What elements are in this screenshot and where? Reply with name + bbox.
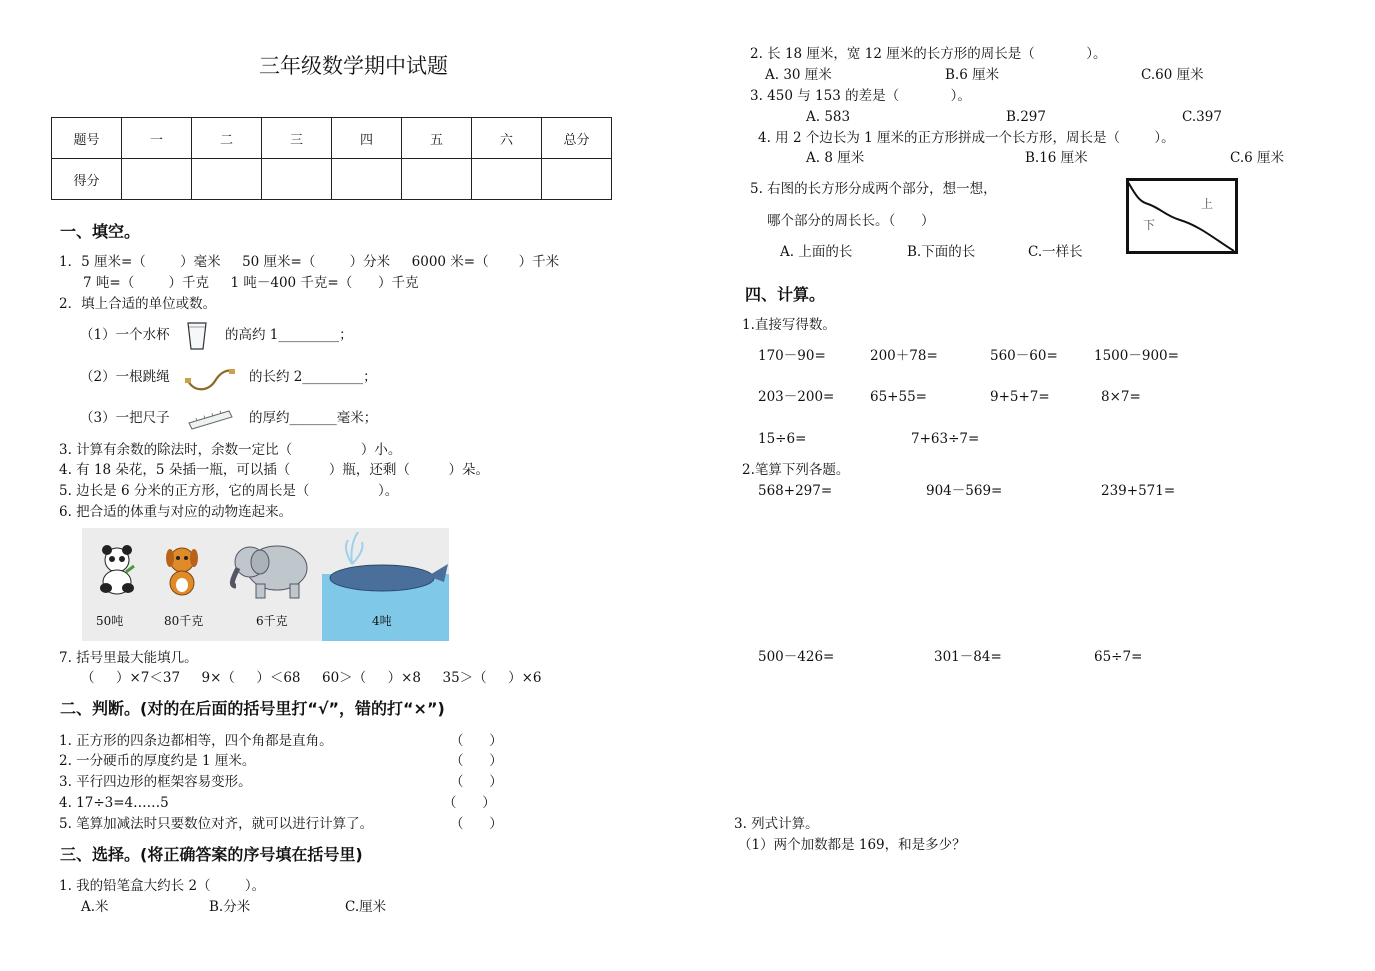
score-cell[interactable]	[332, 159, 402, 200]
choice-option: C.厘米	[345, 899, 387, 915]
choice-q3: 3. 450 与 153 的差是（ ）。	[750, 88, 971, 104]
calc-sub1: 1.直接写得数。	[742, 317, 836, 333]
s1-q4: 4. 有 18 朵花，5 朵插一瓶，可以插（ ）瓶，还剩（ ）朵。	[59, 462, 490, 478]
calc-sub3-q1: （1）两个加数都是 169，和是多少？	[738, 837, 966, 853]
judge-item: 2. 一分硬币的厚度约是 1 厘米。	[59, 753, 256, 769]
s1-q1-line2: 7 吨=（ ）千克 1 吨－400 千克=（ ）千克	[83, 275, 419, 291]
score-header-cell: 题号	[52, 118, 122, 159]
choice-option: C.60 厘米	[1141, 67, 1204, 83]
animal-label: 6千克	[256, 614, 288, 628]
dog-icon	[166, 548, 198, 595]
choice-q4: 4. 用 2 个边长为 1 厘米的正方形拼成一个长方形，周长是（ ）。	[758, 130, 1175, 146]
choice-option: A. 583	[806, 109, 851, 125]
judge-bracket[interactable]: （ ）	[443, 795, 496, 811]
choice-option: B.16 厘米	[1025, 150, 1088, 166]
oral-calc: 9+5+7=	[990, 389, 1050, 405]
choice-option: A. 30 厘米	[765, 67, 832, 83]
s1-q2-3a: （3）一把尺子	[80, 410, 170, 426]
judge-item: 4. 17÷3=4……5	[59, 795, 169, 811]
choice-option: A. 8 厘米	[806, 150, 865, 166]
s1-q7-line: （ ）×7＜37 9×（ ）＜68 60＞（ ）×8 35＞（ ）×6	[81, 670, 542, 686]
s1-q5: 5. 边长是 6 分米的正方形，它的周长是（ ）。	[59, 483, 399, 499]
s1-q2-1a: （1）一个水杯	[80, 327, 170, 343]
score-header-cell: 六	[472, 118, 542, 159]
judge-bracket[interactable]: （ ）	[450, 774, 503, 790]
score-header-cell: 总分	[542, 118, 612, 159]
section4-heading: 四、计算。	[745, 285, 826, 304]
judge-bracket[interactable]: （ ）	[450, 816, 503, 832]
judge-bracket[interactable]: （ ）	[450, 733, 503, 749]
written-calc: 301－84=	[934, 649, 1002, 665]
oral-calc: 8×7=	[1101, 389, 1141, 405]
oral-calc: 65+55=	[870, 389, 927, 405]
score-cell[interactable]	[402, 159, 472, 200]
jump-rope-icon	[185, 367, 235, 393]
s1-q3: 3. 计算有余数的除法时，余数一定比（ ）小。	[59, 442, 402, 458]
choice-option: B.分米	[209, 899, 251, 915]
choice-option: A.米	[81, 899, 109, 915]
score-header-cell: 四	[332, 118, 402, 159]
written-calc: 904－569=	[926, 483, 1003, 499]
score-table-score-row	[52, 159, 612, 200]
oral-calc: 7+63÷7=	[911, 431, 980, 447]
written-calc: 500－426=	[758, 649, 835, 665]
choice-option: C.一样长	[1028, 244, 1083, 260]
animal-label: 4吨	[372, 614, 392, 628]
calc-sub2: 2.笔算下列各题。	[742, 462, 850, 478]
written-calc: 239+571=	[1101, 483, 1176, 499]
figure-label-down: 下	[1143, 218, 1156, 232]
choice-q1: 1. 我的铅笔盒大约长 2（ ）。	[59, 878, 266, 894]
calc-sub3: 3. 列式计算。	[734, 816, 819, 832]
s1-q1-line1: 1．5 厘米=（ ）毫米 50 厘米=（ ）分米 6000 米=（ ）千米	[59, 254, 560, 270]
score-header-cell: 二	[192, 118, 262, 159]
choice-option: B.下面的长	[907, 244, 976, 260]
oral-calc: 560－60=	[990, 348, 1058, 364]
section3-heading: 三、选择。(将正确答案的序号填在括号里)	[60, 845, 363, 864]
animal-label: 80千克	[164, 614, 204, 628]
choice-option: C.397	[1182, 109, 1222, 125]
choice-q5b: 哪个部分的周长长。（ ）	[767, 213, 935, 229]
s1-q2-2b: 的长约 2_________；	[249, 369, 377, 385]
ruler-icon	[187, 408, 233, 430]
s1-q2-3b: 的厚约_______毫米；	[249, 410, 378, 426]
section2-heading: 二、判断。(对的在后面的括号里打“√”，错的打“×”)	[60, 699, 445, 718]
choice-option: B.6 厘米	[945, 67, 1000, 83]
choice-q5a: 5. 右图的长方形分成两个部分，想一想，	[750, 181, 997, 197]
score-header-cell: 五	[402, 118, 472, 159]
oral-calc: 1500－900=	[1094, 348, 1179, 364]
score-cell[interactable]	[192, 159, 262, 200]
elephant-icon	[232, 546, 307, 598]
choice-q2: 2. 长 18 厘米，宽 12 厘米的长方形的周长是（ ）。	[750, 46, 1107, 62]
score-cell[interactable]	[472, 159, 542, 200]
s1-q7: 7. 括号里最大能填几。	[59, 650, 198, 666]
judge-item: 1. 正方形的四条边都相等，四个角都是直角。	[59, 733, 333, 749]
written-calc: 568+297=	[758, 483, 833, 499]
cup-icon	[186, 321, 208, 351]
rectangle-figure	[1126, 178, 1238, 254]
score-header-cell: 一	[122, 118, 192, 159]
animal-label: 50吨	[96, 614, 124, 628]
judge-item: 5. 笔算加减法时只要数位对齐，就可以进行计算了。	[59, 816, 374, 832]
s1-q2-2a: （2）一根跳绳	[80, 369, 170, 385]
written-calc: 65÷7=	[1094, 649, 1143, 665]
oral-calc: 170－90=	[758, 348, 826, 364]
score-row-label: 得分	[52, 159, 122, 200]
animals-picture	[82, 528, 449, 641]
page-title: 三年级数学期中试题	[259, 54, 448, 78]
oral-calc: 15÷6=	[758, 431, 807, 447]
section1-heading: 一、填空。	[60, 222, 141, 241]
score-header-cell: 三	[262, 118, 332, 159]
s1-q6: 6. 把合适的体重与对应的动物连起来。	[59, 504, 293, 520]
panda-icon	[100, 545, 134, 594]
choice-option: C.6 厘米	[1230, 150, 1285, 166]
score-table-header-row	[52, 118, 612, 159]
score-cell[interactable]	[122, 159, 192, 200]
s1-q2-1b: 的高约 1_________；	[225, 327, 353, 343]
judge-item: 3. 平行四边形的框架容易变形。	[59, 774, 252, 790]
score-table	[51, 117, 612, 200]
s1-q2: 2．填上合适的单位或数。	[59, 296, 217, 312]
figure-label-up: 上	[1201, 197, 1214, 211]
choice-option: A. 上面的长	[780, 244, 853, 260]
oral-calc: 200＋78=	[870, 348, 938, 364]
choice-option: B.297	[1006, 109, 1046, 125]
score-cell[interactable]	[262, 159, 332, 200]
judge-bracket[interactable]: （ ）	[450, 753, 503, 769]
score-cell[interactable]	[542, 159, 612, 200]
oral-calc: 203－200=	[758, 389, 835, 405]
